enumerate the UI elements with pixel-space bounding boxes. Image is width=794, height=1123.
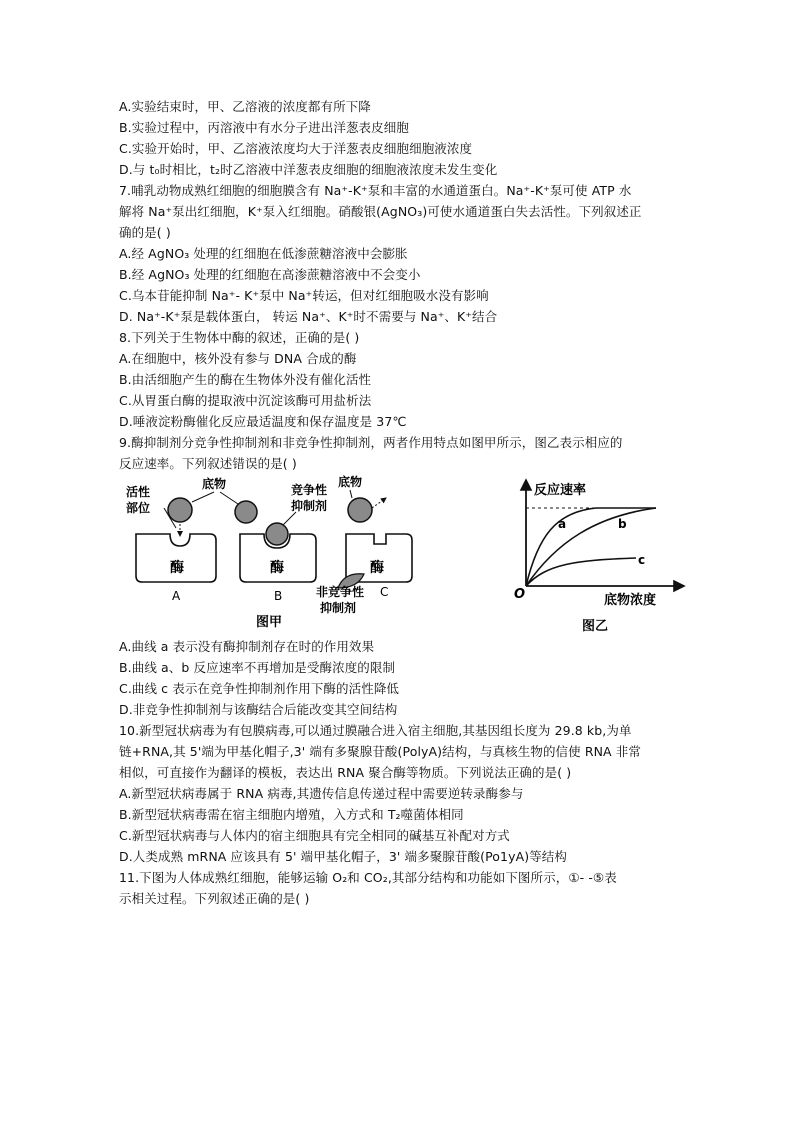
figure-a-caption: 图甲 <box>256 615 283 630</box>
q8-option-c: C.从胃蛋白酶的提取液中沉淀该酶可用盐析法 <box>119 393 372 408</box>
q11-stem-line-1: 11.下图为人体成熟红细胞，能够运输 O₂和 CO₂,其部分结构和功能如下图所示，①- -⑤表 <box>119 870 617 885</box>
q8-option-b: B.由活细胞产生的酶在生物体外没有催化活性 <box>119 372 372 387</box>
leader-substrate-1 <box>192 492 214 502</box>
panel-label-c: C <box>380 585 389 599</box>
curve-b <box>526 508 656 586</box>
curve-c-label: c <box>638 553 646 567</box>
x-axis-label: 底物浓度 <box>604 593 657 608</box>
q10-option-d: D.人类成熟 mRNA 应该具有 5' 端甲基化帽子，3' 端多聚腺苷酸(Po1yA)等结构 <box>119 849 568 864</box>
q8-option-a: A.在细胞中，核外没有参与 DNA 合成的酶 <box>119 351 357 366</box>
q6-option-a: A.实验结束时，甲、乙溶液的浓度都有所下降 <box>119 99 371 114</box>
q10-stem-line-2: 链+RNA,其 5'端为甲基化帽子,3' 端有多聚腺苷酸(PolyA)结构，与真核生物的信使 RNA 非常 <box>119 744 641 759</box>
origin-label: O <box>514 587 526 602</box>
enzyme-label-c: 酶 <box>370 560 384 576</box>
q9-option-c: C.曲线 c 表示在竞争性抑制剂作用下酶的活性降低 <box>119 681 400 696</box>
label-competitive-1: 竞争性 <box>291 483 328 497</box>
q7-stem-line-3: 确的是( ) <box>119 225 171 240</box>
curve-a <box>526 508 656 586</box>
figure-b-caption: 图乙 <box>582 619 609 634</box>
leader-substrate-2 <box>220 492 238 504</box>
q7-option-c: C.乌本苷能抑制 Na⁺- K⁺泵中 Na⁺转运，但对红细胞吸水没有影响 <box>119 288 489 303</box>
arrow-c <box>372 498 386 508</box>
q10-option-c: C.新型冠状病毒与人体内的宿主细胞具有完全相同的碱基互补配对方式 <box>119 828 510 843</box>
competitive-inhibitor <box>266 523 288 545</box>
q6-option-c: C.实验开始时，甲、乙溶液浓度均大于洋葱表皮细胞细胞液浓度 <box>119 141 473 156</box>
y-axis-label: 反应速率 <box>534 483 587 498</box>
curve-a-label: a <box>558 517 567 531</box>
label-noncompetitive-1: 非竞争性 <box>316 585 365 599</box>
label-competitive-2: 抑制剂 <box>291 499 328 513</box>
label-noncompetitive-2: 抑制剂 <box>320 601 357 615</box>
curve-c <box>526 558 636 586</box>
q10-option-b: B.新型冠状病毒需在宿主细胞内增殖，入方式和 T₂噬菌体相同 <box>119 807 464 822</box>
q7-stem-line-2: 解将 Na⁺泵出红细胞，K⁺泵入红细胞。硝酸银(AgNO₃)可使水通道蛋白失去活性。下列叙述正 <box>119 204 642 219</box>
q7-stem-line-1: 7.哺乳动物成熟红细胞的细胞膜含有 Na⁺-K⁺泵和丰富的水通道蛋白。Na⁺-K⁺泵可使 ATP 水 <box>119 183 632 198</box>
label-active-site-2: 部位 <box>126 501 151 515</box>
q10-option-a: A.新型冠状病毒属于 RNA 病毒,其遗传信息传递过程中需要逆转录酶参与 <box>119 786 524 801</box>
q6-option-d: D.与 t₀时相比，t₂时乙溶液中洋葱表皮细胞的细胞液浓度未发生变化 <box>119 162 498 177</box>
panel-label-b: B <box>274 589 283 603</box>
q10-stem-line-3: 相似，可直接作为翻译的模板，表达出 RNA 聚合酶等物质。下列说法正确的是( ) <box>119 765 572 780</box>
q8-option-d: D.唾液淀粉酶催化反应最适温度和保存温度是 37℃ <box>119 414 407 429</box>
q7-option-d: D. Na⁺-K⁺泵是载体蛋白， 转运 Na⁺、K⁺时不需要与 Na⁺、K⁺结合 <box>119 309 498 324</box>
leader-substrate-3 <box>350 490 352 498</box>
figure-a-enzyme-inhibitors <box>124 472 414 632</box>
substrate-a <box>168 498 192 522</box>
panel-label-a: A <box>172 589 181 603</box>
q8-stem: 8.下列关于生物体中酶的叙述，正确的是( ) <box>119 330 360 345</box>
q7-option-a: A.经 AgNO₃ 处理的红细胞在低渗蔗糖溶液中会膨胀 <box>119 246 408 261</box>
substrate-c <box>348 498 372 522</box>
q9-stem-line-2: 反应速率。下列叙述错误的是( ) <box>119 456 297 471</box>
substrate-b <box>235 501 257 523</box>
leader-competitive <box>282 512 296 526</box>
enzyme-label-a: 酶 <box>170 560 184 576</box>
q7-option-b: B.经 AgNO₃ 处理的红细胞在高渗蔗糖溶液中不会变小 <box>119 267 421 282</box>
q9-option-d: D.非竞争性抑制剂与该酶结合后能改变其空间结构 <box>119 702 398 717</box>
q9-option-b: B.曲线 a、b 反应速率不再增加是受酶浓度的限制 <box>119 660 396 675</box>
label-active-site-1: 活性 <box>126 485 151 499</box>
q11-stem-line-2: 示相关过程。下列叙述正确的是( ) <box>119 891 310 906</box>
label-substrate-2: 底物 <box>338 475 363 489</box>
label-substrate-1: 底物 <box>202 477 227 491</box>
figure-b-reaction-rate-chart <box>506 476 696 636</box>
q6-option-b: B.实验过程中，丙溶液中有水分子进出洋葱表皮细胞 <box>119 120 409 135</box>
enzyme-label-b: 酶 <box>270 560 284 576</box>
q9-option-a: A.曲线 a 表示没有酶抑制剂存在时的作用效果 <box>119 639 375 654</box>
curve-b-label: b <box>618 517 627 531</box>
q10-stem-line-1: 10.新型冠状病毒为有包膜病毒,可以通过膜融合进入宿主细胞,其基因组长度为 29.8 kb,为单 <box>119 723 632 738</box>
q9-stem-line-1: 9.酶抑制剂分竞争性抑制剂和非竞争性抑制剂，两者作用特点如图甲所示，图乙表示相应的 <box>119 435 623 450</box>
